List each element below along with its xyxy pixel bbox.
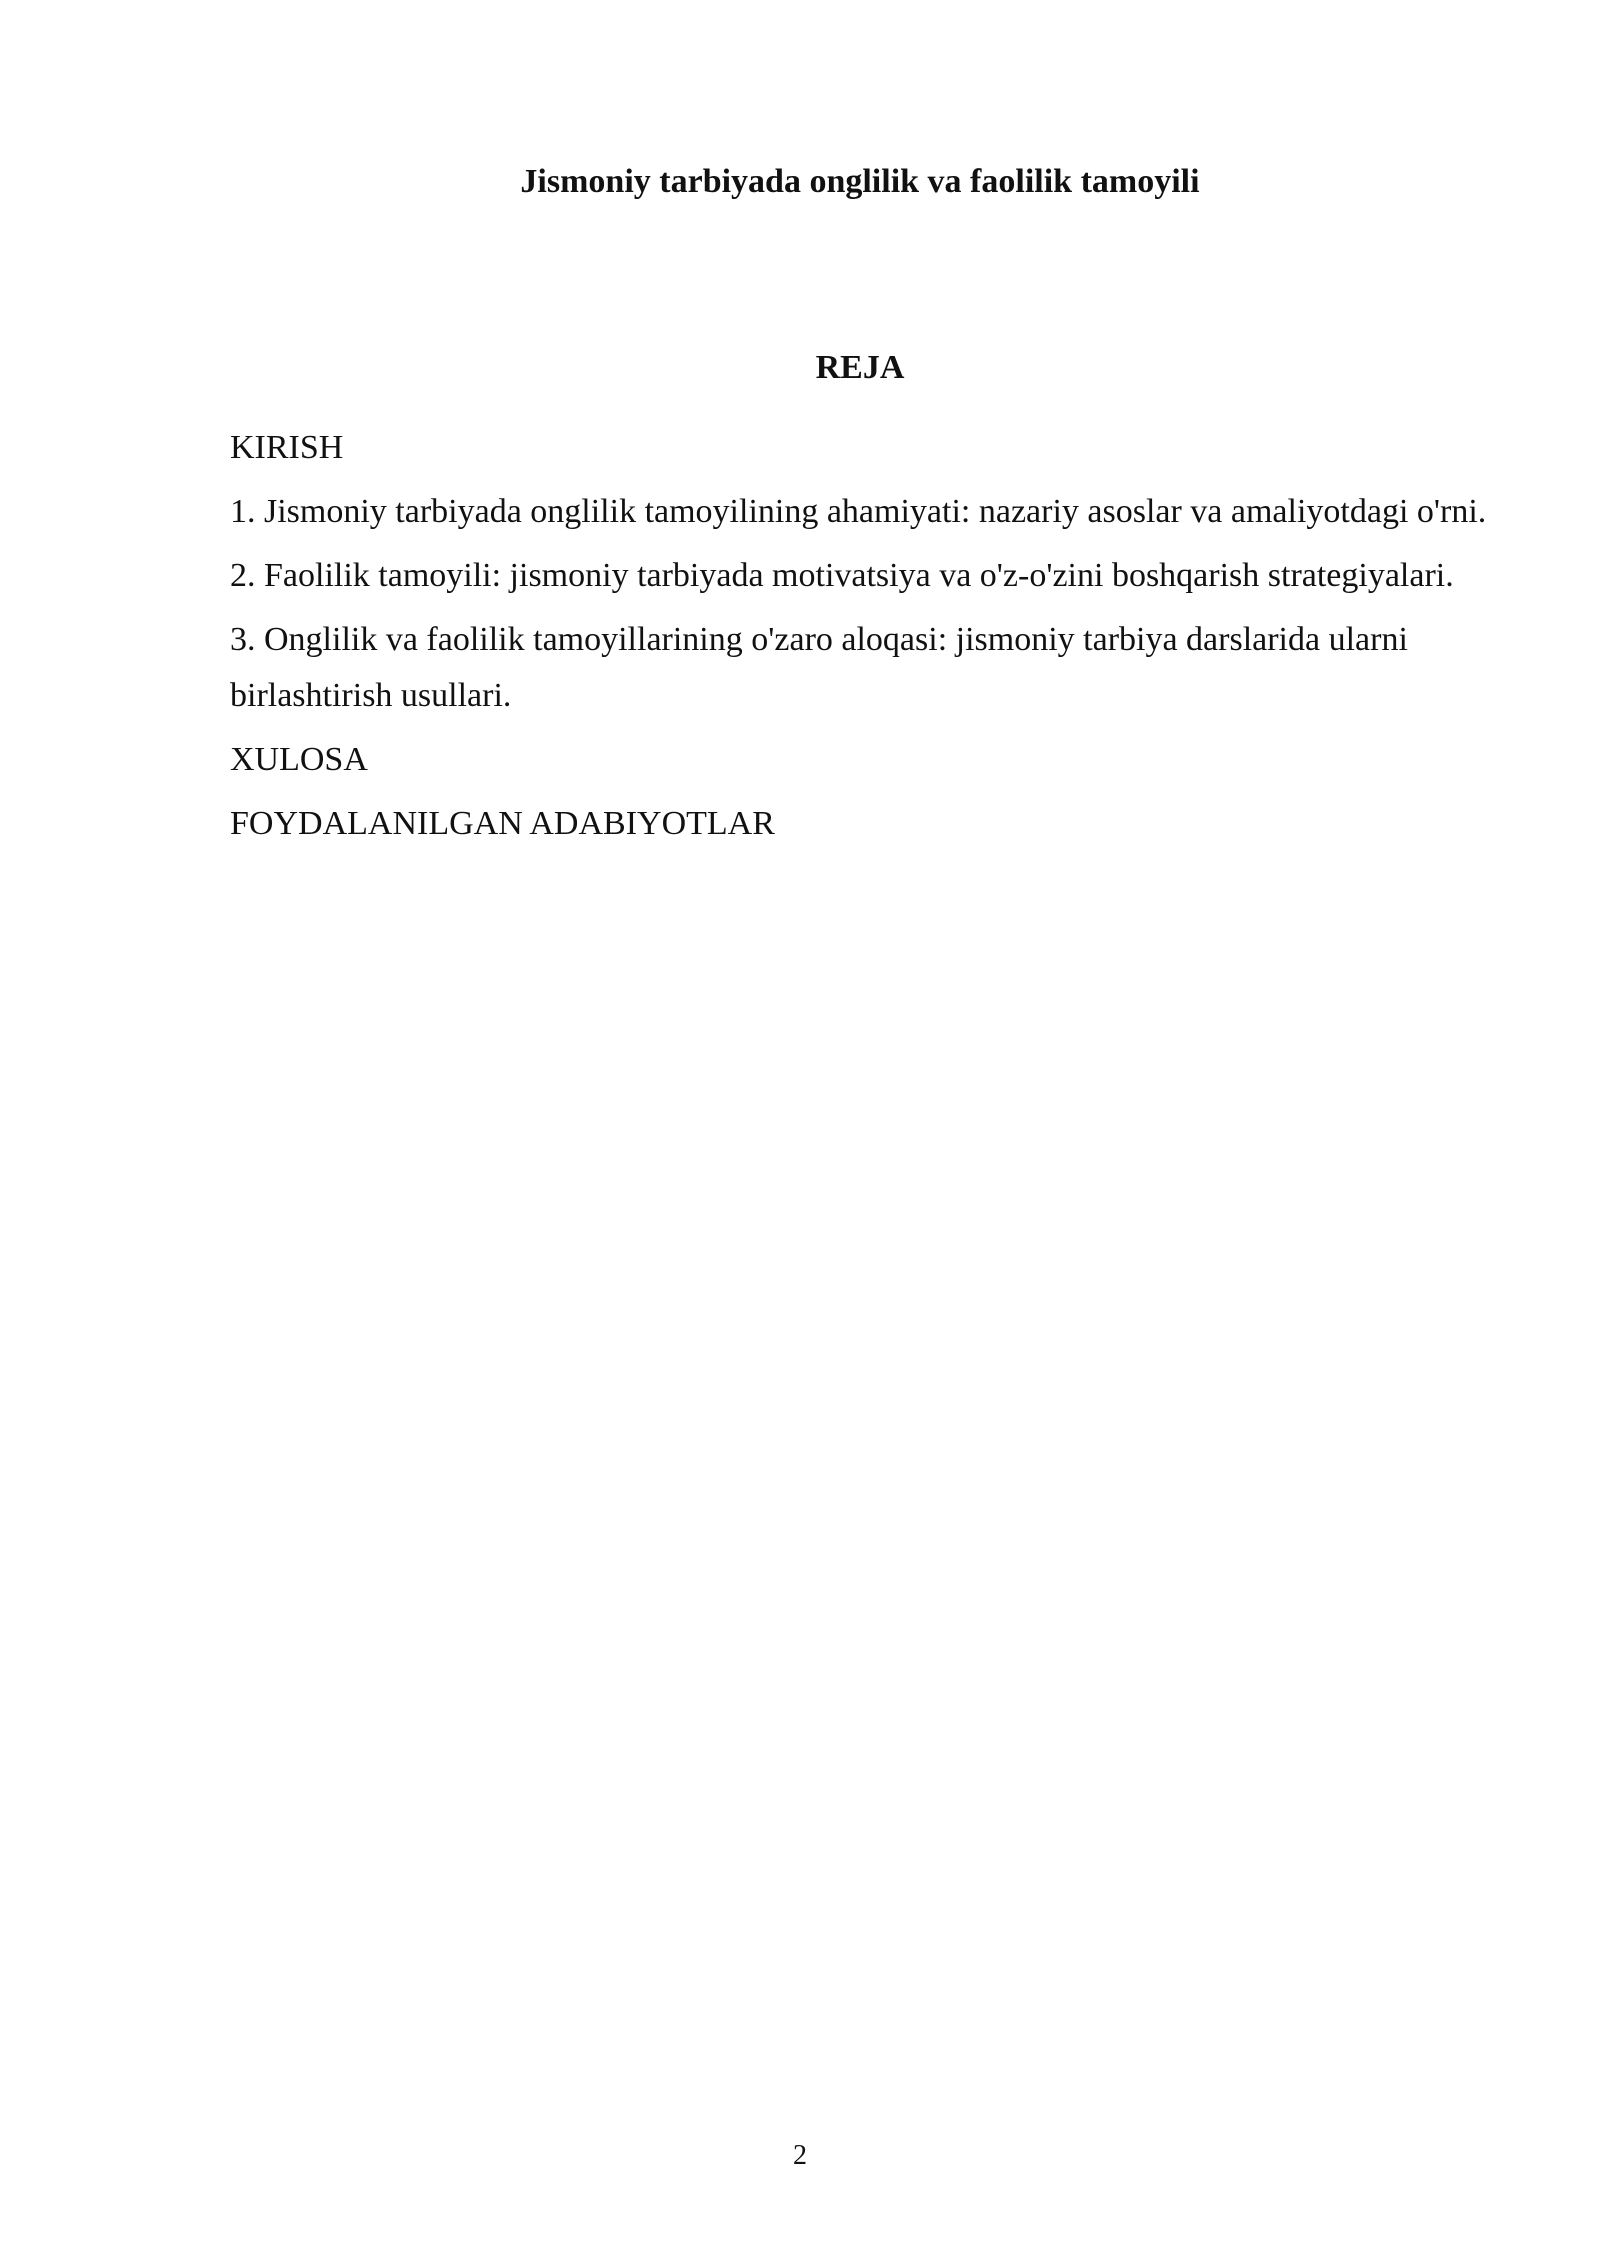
plan-heading: REJA (815, 349, 905, 386)
plan-item-introduction: KIRISH (230, 429, 344, 466)
page-number: 2 (793, 2140, 807, 2171)
plan-item-conclusion: XULOSA (230, 741, 368, 778)
plan-item-references: FOYDALANILGAN ADABIYOTLAR (230, 805, 775, 842)
plan-item-3: 3. Onglilik va faolilik tamoyillarining o'zaro aloqasi: jismoniy tarbiya darslarida ularni birlashtirish usullari. (230, 621, 1408, 714)
plan-item-2: 2. Faolilik tamoyili: jismoniy tarbiyada motivatsiya va o'z-o'zini boshqarish strategiyalari. (230, 557, 1454, 594)
plan-list (230, 420, 1490, 860)
plan-item-1: 1. Jismoniy tarbiyada onglilik tamoyilining ahamiyati: nazariy asoslar va amaliyotdagi o'rni. (230, 493, 1487, 530)
document-title: Jismoniy tarbiyada onglilik va faolilik tamoyili (520, 163, 1200, 200)
